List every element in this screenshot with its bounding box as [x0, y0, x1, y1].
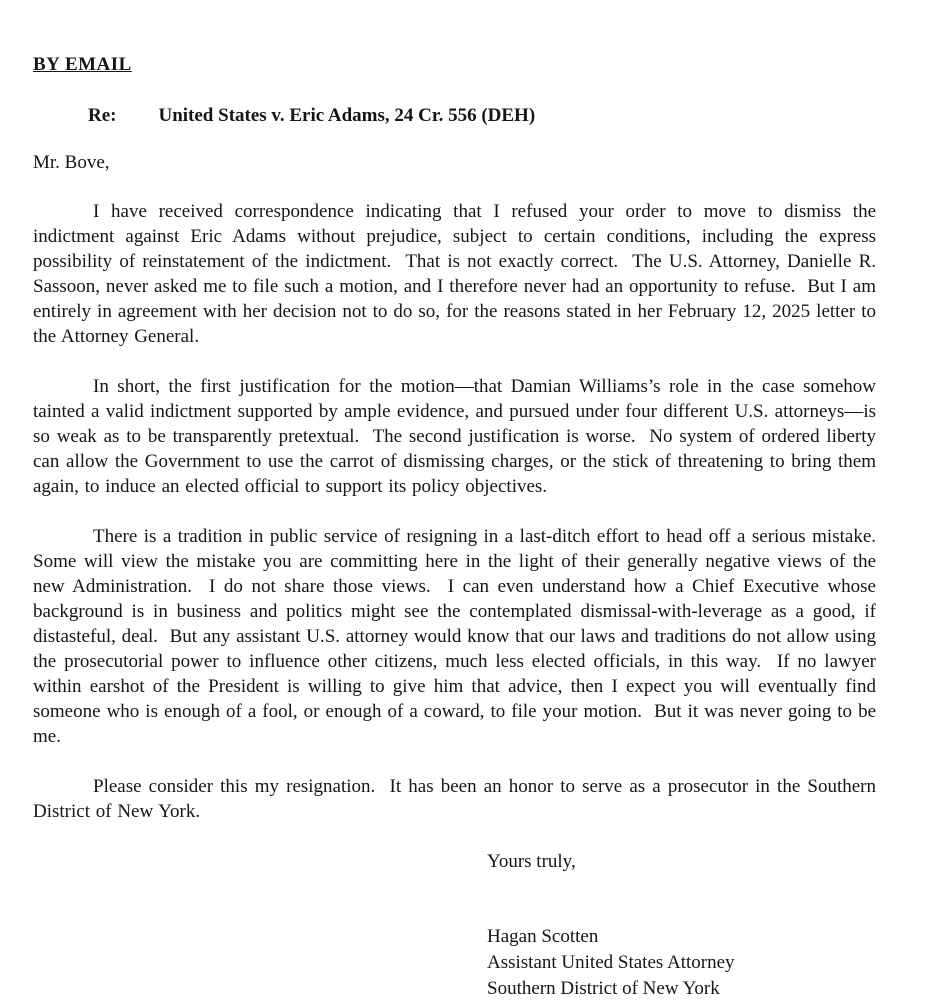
- signature-name: Hagan Scotten: [487, 926, 599, 947]
- salutation: Mr. Bove,: [33, 152, 110, 173]
- body-paragraph-4: Please consider this my resignation. It has been an honor to serve as a prosecutor in the Southern District of New York.: [33, 776, 882, 822]
- re-line: [33, 103, 876, 128]
- body-paragraph-2: In short, the first justification for the motion—that Damian Williams’s role in the case somehow tainted a valid indictment supported by ample evidence, and pursued under four different U.S. attorneys—is so weak as to be transparently pretextual. The second justification is worse. No system of ordered liberty can allow the Government to use the carrot of dismissing charges, or the stick of threatening to bring them again, to induce an elected official to support its policy objectives.: [33, 376, 882, 497]
- signature-office: Southern District of New York: [487, 978, 720, 999]
- case-caption: United States v. Eric Adams, 24 Cr. 556 (DEH): [158, 105, 536, 126]
- closing-phrase: Yours truly,: [487, 851, 576, 872]
- body-paragraph-3: There is a tradition in public service of resigning in a last-ditch effort to head off a serious mistake. Some will view the mistake you are committing here in the light of their generally negative views of the new Administration. I do not share those views. I can even understand how a Chief Executive whose background is in business and politics might see the contemplated dismissal-with-leverage as a good, if distasteful, deal. But any assistant U.S. attorney would know that our laws and traditions do not allow using the prosecutorial power to influence other citizens, much less elected officials, in this way. If no lawyer within earshot of the President is willing to give him that advice, then I expect you will eventually find someone who is enough of a fool, or enough of a coward, to file your motion. But it was never going to be me.: [33, 526, 888, 747]
- body-paragraph-1: I have received correspondence indicating that I refused your order to move to dismiss the indictment against Eric Adams without prejudice, subject to certain conditions, including the express possibility of reinstatement of the indictment. That is not exactly correct. The U.S. Attorney, Danielle R. Sassoon, never asked me to file such a motion, and I therefore never had an opportunity to refuse. But I am entirely in agreement with her decision not to do so, for the reasons stated in her February 12, 2025 letter to the Attorney General.: [33, 201, 882, 347]
- re-label: Re:: [88, 105, 117, 126]
- signature-title: Assistant United States Attorney: [487, 952, 735, 973]
- closing-block: [487, 849, 876, 1000]
- delivery-method-heading: BY EMAIL: [33, 54, 132, 75]
